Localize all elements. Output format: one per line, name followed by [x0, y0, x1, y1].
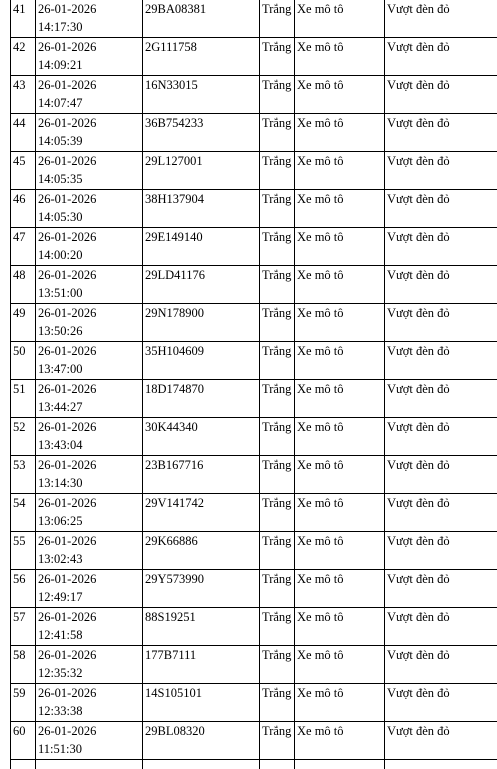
date-text: 26-01-2026: [38, 344, 97, 358]
license-plate-cell: 38H137904: [143, 190, 260, 228]
license-plate-cell: 29BA08381: [143, 0, 260, 38]
violation-cell: Vượt đèn đỏ: [385, 152, 497, 190]
vehicle-type-cell: Xe mô tô: [295, 228, 385, 266]
plate-color-cell: Trắng: [260, 722, 295, 760]
table-row: [11, 532, 497, 570]
violation-cell: Vượt đèn đỏ: [385, 646, 497, 684]
violation-cell: Vượt đèn đỏ: [385, 266, 497, 304]
row-number-cell: 42: [11, 38, 36, 76]
date-text: 26-01-2026: [38, 2, 97, 16]
row-number-cell: 45: [11, 152, 36, 190]
date-text: 26-01-2026: [38, 230, 97, 244]
row-number-cell: 54: [11, 494, 36, 532]
row-number-cell: 44: [11, 114, 36, 152]
row-number-cell: 55: [11, 532, 36, 570]
time-text: 14:07:47: [38, 96, 83, 110]
plate-color-cell: Trắng: [260, 380, 295, 418]
empty-cell: [36, 760, 143, 769]
vehicle-type-cell: Xe mô tô: [295, 570, 385, 608]
vehicle-type-cell: Xe mô tô: [295, 152, 385, 190]
table-row: [11, 76, 497, 114]
time-text: 13:50:26: [38, 324, 83, 338]
vehicle-type-cell: Xe mô tô: [295, 608, 385, 646]
datetime-cell: [36, 608, 143, 646]
table-row: [11, 570, 497, 608]
time-text: 13:02:43: [38, 552, 83, 566]
vehicle-type-cell: Xe mô tô: [295, 342, 385, 380]
license-plate-cell: 30K44340: [143, 418, 260, 456]
row-number-cell: 48: [11, 266, 36, 304]
plate-color-cell: Trắng: [260, 456, 295, 494]
plate-color-cell: Trắng: [260, 570, 295, 608]
table-row: [11, 304, 497, 342]
vehicle-type-cell: Xe mô tô: [295, 190, 385, 228]
time-text: 14:00:20: [38, 248, 83, 262]
violation-cell: Vượt đèn đỏ: [385, 684, 497, 722]
table-row: [11, 190, 497, 228]
date-text: 26-01-2026: [38, 40, 97, 54]
date-text: 26-01-2026: [38, 686, 97, 700]
datetime-cell: [36, 0, 143, 38]
row-number-cell: 46: [11, 190, 36, 228]
license-plate-cell: 29E149140: [143, 228, 260, 266]
date-text: 26-01-2026: [38, 154, 97, 168]
license-plate-cell: 29N178900: [143, 304, 260, 342]
table-row: [11, 646, 497, 684]
vehicle-type-cell: Xe mô tô: [295, 456, 385, 494]
vehicle-type-cell: Xe mô tô: [295, 304, 385, 342]
time-text: 14:17:30: [38, 20, 83, 34]
datetime-cell: [36, 266, 143, 304]
plate-color-cell: Trắng: [260, 304, 295, 342]
license-plate-cell: 2G111758: [143, 38, 260, 76]
violation-cell: Vượt đèn đỏ: [385, 190, 497, 228]
license-plate-cell: 29V141742: [143, 494, 260, 532]
datetime-cell: [36, 456, 143, 494]
vehicle-type-cell: Xe mô tô: [295, 380, 385, 418]
date-text: 26-01-2026: [38, 268, 97, 282]
time-text: 11:51:30: [38, 742, 82, 756]
empty-cell: [295, 760, 385, 769]
row-number-cell: 58: [11, 646, 36, 684]
violation-cell: Vượt đèn đỏ: [385, 114, 497, 152]
license-plate-cell: 14S105101: [143, 684, 260, 722]
datetime-cell: [36, 418, 143, 456]
plate-color-cell: Trắng: [260, 266, 295, 304]
plate-color-cell: Trắng: [260, 342, 295, 380]
table-row: [11, 722, 497, 760]
date-text: 26-01-2026: [38, 534, 97, 548]
plate-color-cell: Trắng: [260, 0, 295, 38]
violation-cell: Vượt đèn đỏ: [385, 722, 497, 760]
table-row: [11, 342, 497, 380]
vehicle-type-cell: Xe mô tô: [295, 0, 385, 38]
vehicle-type-cell: Xe mô tô: [295, 418, 385, 456]
table-row: [11, 380, 497, 418]
vehicle-type-cell: Xe mô tô: [295, 38, 385, 76]
vehicle-type-cell: Xe mô tô: [295, 646, 385, 684]
vehicle-type-cell: Xe mô tô: [295, 532, 385, 570]
plate-color-cell: Trắng: [260, 646, 295, 684]
empty-cell: [143, 760, 260, 769]
empty-cell: [11, 760, 36, 769]
plate-color-cell: Trắng: [260, 38, 295, 76]
datetime-cell: [36, 114, 143, 152]
datetime-cell: [36, 380, 143, 418]
violation-cell: Vượt đèn đỏ: [385, 532, 497, 570]
date-text: 26-01-2026: [38, 648, 97, 662]
row-number-cell: 60: [11, 722, 36, 760]
violation-cell: Vượt đèn đỏ: [385, 228, 497, 266]
violations-table: [10, 0, 497, 769]
row-number-cell: 53: [11, 456, 36, 494]
table-row: [11, 228, 497, 266]
violation-cell: Vượt đèn đỏ: [385, 0, 497, 38]
row-number-cell: 47: [11, 228, 36, 266]
time-text: 14:09:21: [38, 58, 83, 72]
violation-cell: Vượt đèn đỏ: [385, 76, 497, 114]
vehicle-type-cell: Xe mô tô: [295, 114, 385, 152]
vehicle-type-cell: Xe mô tô: [295, 76, 385, 114]
datetime-cell: [36, 532, 143, 570]
violation-cell: Vượt đèn đỏ: [385, 342, 497, 380]
license-plate-cell: 88S19251: [143, 608, 260, 646]
plate-color-cell: Trắng: [260, 608, 295, 646]
datetime-cell: [36, 494, 143, 532]
license-plate-cell: 177B7111: [143, 646, 260, 684]
violations-table-body: [11, 0, 497, 769]
table-row: [11, 38, 497, 76]
time-text: 13:14:30: [38, 476, 83, 490]
datetime-cell: [36, 304, 143, 342]
table-row: [11, 266, 497, 304]
license-plate-cell: 18D174870: [143, 380, 260, 418]
row-number-cell: 59: [11, 684, 36, 722]
plate-color-cell: Trắng: [260, 190, 295, 228]
datetime-cell: [36, 190, 143, 228]
table-row: [11, 684, 497, 722]
datetime-cell: [36, 228, 143, 266]
datetime-cell: [36, 342, 143, 380]
license-plate-cell: 23B167716: [143, 456, 260, 494]
datetime-cell: [36, 722, 143, 760]
table-row: [11, 418, 497, 456]
time-text: 13:47:00: [38, 362, 83, 376]
date-text: 26-01-2026: [38, 78, 97, 92]
row-number-cell: 41: [11, 0, 36, 38]
violation-cell: Vượt đèn đỏ: [385, 570, 497, 608]
violation-cell: Vượt đèn đỏ: [385, 456, 497, 494]
time-text: 12:35:32: [38, 666, 83, 680]
row-number-cell: 49: [11, 304, 36, 342]
plate-color-cell: Trắng: [260, 532, 295, 570]
plate-color-cell: Trắng: [260, 418, 295, 456]
license-plate-cell: 29L127001: [143, 152, 260, 190]
table-row: [11, 114, 497, 152]
license-plate-cell: 36B754233: [143, 114, 260, 152]
violation-cell: Vượt đèn đỏ: [385, 38, 497, 76]
plate-color-cell: Trắng: [260, 494, 295, 532]
violation-cell: Vượt đèn đỏ: [385, 304, 497, 342]
time-text: 14:05:30: [38, 210, 83, 224]
table-row: [11, 152, 497, 190]
date-text: 26-01-2026: [38, 382, 97, 396]
date-text: 26-01-2026: [38, 610, 97, 624]
violation-cell: Vượt đèn đỏ: [385, 380, 497, 418]
datetime-cell: [36, 152, 143, 190]
datetime-cell: [36, 646, 143, 684]
table-row: [11, 456, 497, 494]
license-plate-cell: 29BL08320: [143, 722, 260, 760]
table-row: [11, 494, 497, 532]
license-plate-cell: 29Y573990: [143, 570, 260, 608]
time-text: 12:33:38: [38, 704, 83, 718]
row-number-cell: 50: [11, 342, 36, 380]
table-row: [11, 0, 497, 38]
time-text: 13:43:04: [38, 438, 83, 452]
vehicle-type-cell: Xe mô tô: [295, 494, 385, 532]
violation-cell: Vượt đèn đỏ: [385, 494, 497, 532]
datetime-cell: [36, 38, 143, 76]
table-row-partial: [11, 760, 497, 769]
time-text: 14:05:35: [38, 172, 83, 186]
time-text: 14:05:39: [38, 134, 83, 148]
table-row: [11, 608, 497, 646]
violation-cell: Vượt đèn đỏ: [385, 418, 497, 456]
datetime-cell: [36, 76, 143, 114]
plate-color-cell: Trắng: [260, 228, 295, 266]
date-text: 26-01-2026: [38, 496, 97, 510]
date-text: 26-01-2026: [38, 724, 97, 738]
date-text: 26-01-2026: [38, 420, 97, 434]
row-number-cell: 43: [11, 76, 36, 114]
date-text: 26-01-2026: [38, 572, 97, 586]
vehicle-type-cell: Xe mô tô: [295, 684, 385, 722]
date-text: 26-01-2026: [38, 306, 97, 320]
violation-cell: Vượt đèn đỏ: [385, 608, 497, 646]
vehicle-type-cell: Xe mô tô: [295, 266, 385, 304]
datetime-cell: [36, 570, 143, 608]
empty-cell: [385, 760, 497, 769]
license-plate-cell: 16N33015: [143, 76, 260, 114]
empty-cell: [260, 760, 295, 769]
row-number-cell: 57: [11, 608, 36, 646]
time-text: 13:06:25: [38, 514, 83, 528]
plate-color-cell: Trắng: [260, 76, 295, 114]
license-plate-cell: 35H104609: [143, 342, 260, 380]
datetime-cell: [36, 684, 143, 722]
time-text: 13:51:00: [38, 286, 83, 300]
vehicle-type-cell: Xe mô tô: [295, 722, 385, 760]
date-text: 26-01-2026: [38, 116, 97, 130]
row-number-cell: 51: [11, 380, 36, 418]
time-text: 13:44:27: [38, 400, 83, 414]
row-number-cell: 56: [11, 570, 36, 608]
time-text: 12:49:17: [38, 590, 83, 604]
row-number-cell: 52: [11, 418, 36, 456]
date-text: 26-01-2026: [38, 192, 97, 206]
plate-color-cell: Trắng: [260, 152, 295, 190]
license-plate-cell: 29K66886: [143, 532, 260, 570]
plate-color-cell: Trắng: [260, 684, 295, 722]
license-plate-cell: 29LD41176: [143, 266, 260, 304]
plate-color-cell: Trắng: [260, 114, 295, 152]
time-text: 12:41:58: [38, 628, 83, 642]
date-text: 26-01-2026: [38, 458, 97, 472]
